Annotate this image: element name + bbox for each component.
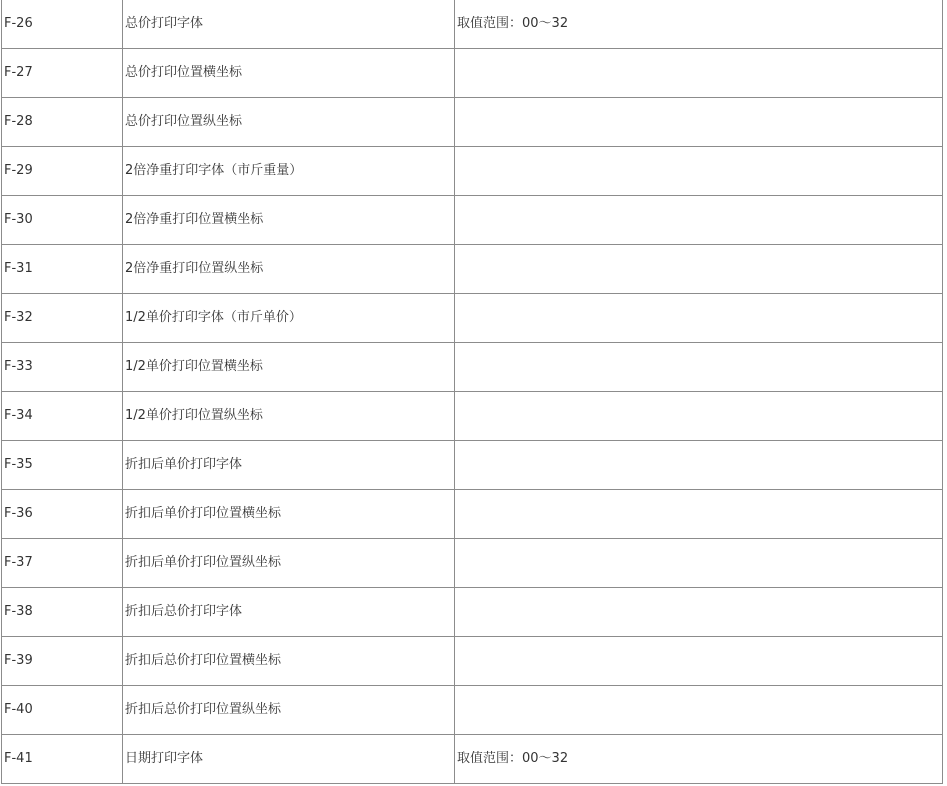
param-note-cell (455, 441, 943, 490)
table-row (2, 490, 943, 539)
param-name-cell: 折扣后总价打印位置横坐标 (123, 637, 455, 686)
param-code-cell: F-29 (2, 147, 123, 196)
table-row (2, 588, 943, 637)
param-name-cell: 2倍净重打印位置纵坐标 (123, 245, 455, 294)
param-name-cell: 折扣后单价打印字体 (123, 441, 455, 490)
param-name-cell: 折扣后总价打印字体 (123, 588, 455, 637)
param-name-cell: 折扣后总价打印位置纵坐标 (123, 686, 455, 735)
param-note-cell (455, 98, 943, 147)
param-name-cell: 总价打印位置纵坐标 (123, 98, 455, 147)
param-note-cell (455, 147, 943, 196)
param-code-cell: F-39 (2, 637, 123, 686)
param-note-cell (455, 49, 943, 98)
table-row (2, 637, 943, 686)
param-note-cell (455, 686, 943, 735)
param-note-cell (455, 196, 943, 245)
param-name-cell: 1/2单价打印位置纵坐标 (123, 392, 455, 441)
table-row (2, 98, 943, 147)
table-row (2, 294, 943, 343)
param-note-cell (455, 539, 943, 588)
param-note-cell (455, 245, 943, 294)
param-code-cell: F-27 (2, 49, 123, 98)
table-row (2, 0, 943, 49)
table-row (2, 196, 943, 245)
param-code-cell: F-40 (2, 686, 123, 735)
param-note-cell (455, 588, 943, 637)
param-code-cell: F-37 (2, 539, 123, 588)
param-note-cell: 取值范围：00～32 (455, 0, 943, 49)
param-code-cell: F-34 (2, 392, 123, 441)
param-note-cell (455, 343, 943, 392)
param-name-cell: 2倍净重打印字体（市斤重量） (123, 147, 455, 196)
param-code-cell: F-31 (2, 245, 123, 294)
param-name-cell: 总价打印字体 (123, 0, 455, 49)
param-code-cell: F-35 (2, 441, 123, 490)
param-name-cell: 折扣后单价打印位置横坐标 (123, 490, 455, 539)
param-code-cell: F-41 (2, 735, 123, 784)
param-code-cell: F-32 (2, 294, 123, 343)
param-code-cell: F-28 (2, 98, 123, 147)
param-note-cell (455, 294, 943, 343)
param-name-cell: 折扣后单价打印位置纵坐标 (123, 539, 455, 588)
param-code-cell: F-38 (2, 588, 123, 637)
table-row (2, 343, 943, 392)
param-note-cell: 取值范围：00～32 (455, 735, 943, 784)
param-code-cell: F-30 (2, 196, 123, 245)
table-row (2, 147, 943, 196)
table-row (2, 49, 943, 98)
parameter-table (1, 0, 943, 784)
param-note-cell (455, 490, 943, 539)
param-note-cell (455, 637, 943, 686)
param-code-cell: F-36 (2, 490, 123, 539)
table-row (2, 686, 943, 735)
table-row (2, 392, 943, 441)
table-row (2, 441, 943, 490)
param-name-cell: 1/2单价打印字体（市斤单价） (123, 294, 455, 343)
param-name-cell: 2倍净重打印位置横坐标 (123, 196, 455, 245)
param-name-cell: 1/2单价打印位置横坐标 (123, 343, 455, 392)
param-name-cell: 总价打印位置横坐标 (123, 49, 455, 98)
param-note-cell (455, 392, 943, 441)
param-code-cell: F-26 (2, 0, 123, 49)
table-row (2, 539, 943, 588)
param-name-cell: 日期打印字体 (123, 735, 455, 784)
table-row (2, 735, 943, 784)
param-code-cell: F-33 (2, 343, 123, 392)
table-row (2, 245, 943, 294)
